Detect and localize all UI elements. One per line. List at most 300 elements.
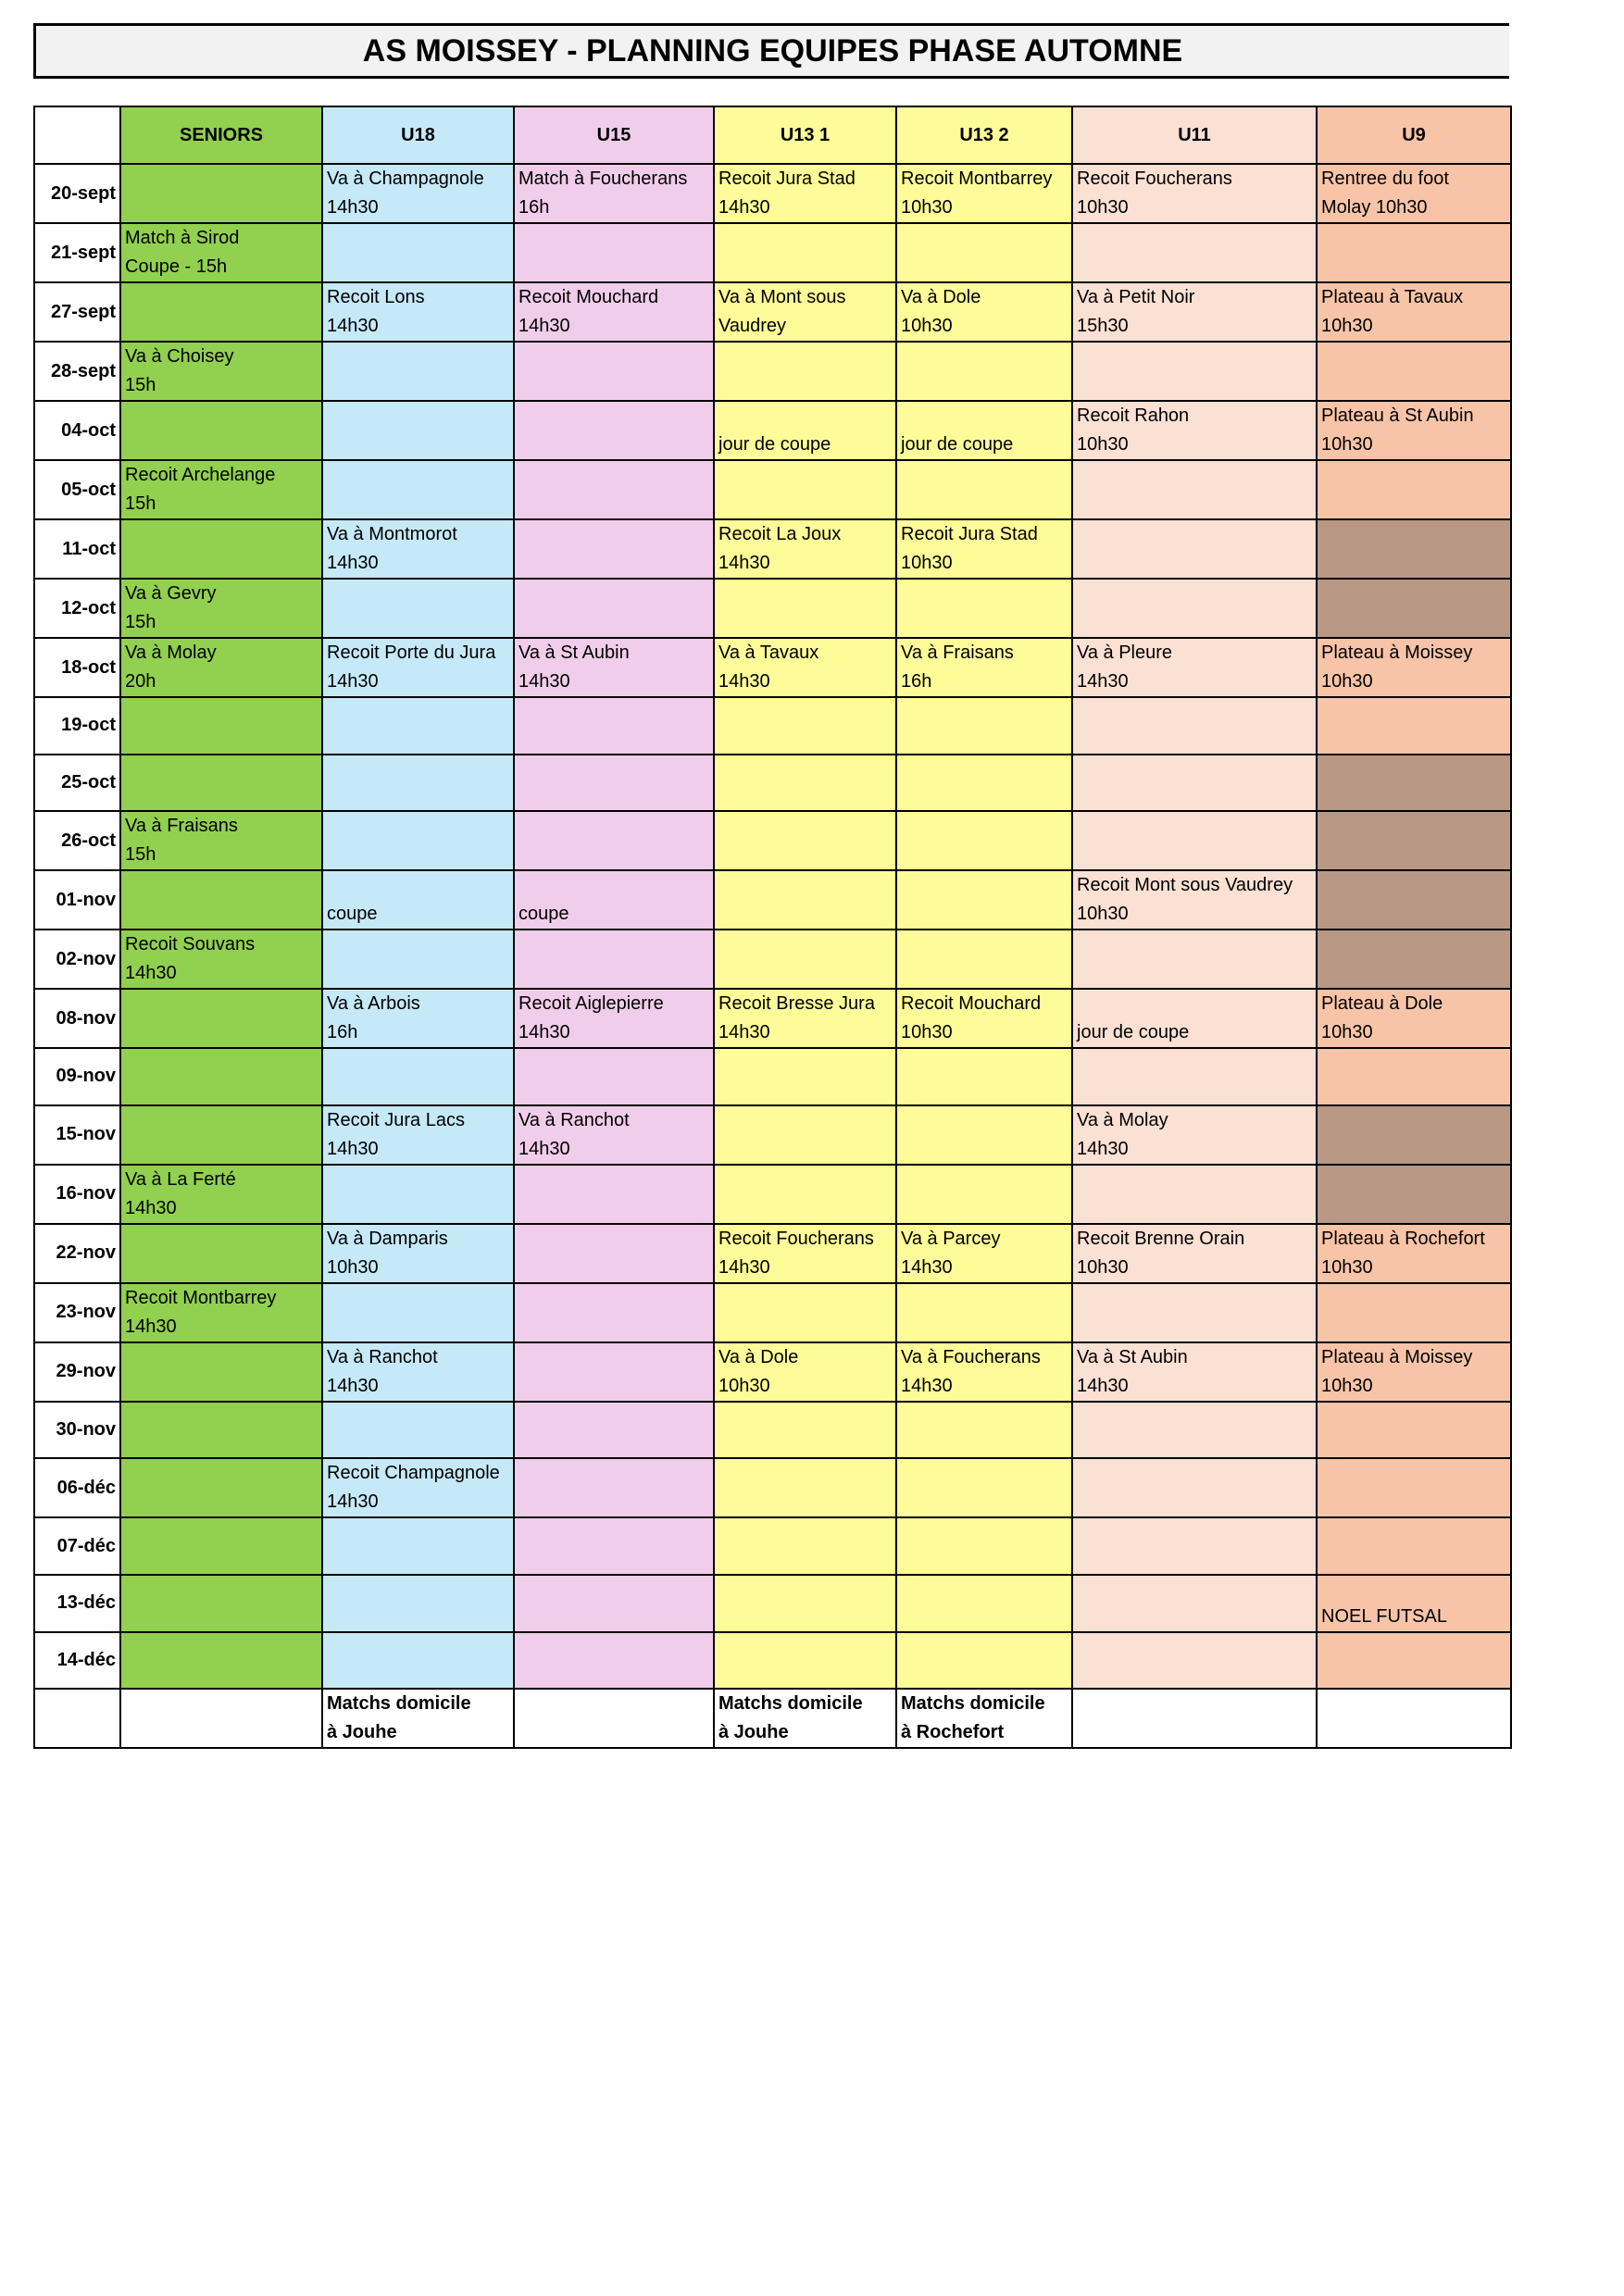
cell-u9 [1317,1224,1511,1283]
cell-text: 10h30 [1321,316,1373,336]
cell-text: Molay 10h30 [1321,197,1428,218]
cell-text: Recoit Rahon [1077,406,1190,426]
cell-u18 [322,1105,514,1165]
cell-seniors [120,930,322,989]
cell-text: NOEL FUTSAL [1321,1605,1447,1627]
cell-text: 14h30 [125,1197,177,1218]
cell-u132 [896,460,1072,519]
cell-u18 [322,870,514,930]
cell-text: 14h30 [901,1375,953,1396]
cell-text: 10h30 [1321,1256,1373,1278]
cell-u9 [1317,1632,1511,1690]
cell-u18 [322,811,514,870]
cell-text: Plateau à Tavaux [1321,287,1464,307]
cell-u11 [1072,930,1317,989]
header-u13-1: U13 1 [714,106,896,164]
cell-u11 [1072,342,1317,401]
cell-u132 [896,519,1072,579]
footer-note: Matchs domicile [718,1693,863,1715]
footer-note: Matchs domicile [901,1693,1045,1715]
footer-u18 [322,1689,514,1748]
cell-text: Recoit Bresse Jura [718,993,875,1015]
cell-text: Va à Fraisans [901,643,1014,663]
cell-u11 [1072,223,1317,282]
schedule-row [34,1048,1511,1105]
cell-u131 [714,1342,896,1402]
cell-text: 15h30 [1077,316,1129,336]
schedule-row [34,1575,1511,1632]
cell-u15 [514,1224,714,1283]
cell-u11 [1072,1402,1317,1459]
cell-u11 [1072,697,1317,755]
cell-text: 14h30 [327,553,379,573]
cell-seniors [120,1342,322,1402]
cell-seniors [120,1105,322,1165]
cell-u15 [514,989,714,1048]
cell-text: 16h [327,1022,358,1043]
cell-text: Recoit Aiglepierre [518,993,664,1015]
cell-u18 [322,1224,514,1283]
cell-text: Va à Damparis [327,1228,448,1249]
footer-u9 [1317,1689,1511,1748]
cell-text: Va à Molay [1077,1109,1168,1130]
footer-row [34,1689,1511,1748]
cell-text: Recoit Champagnole [327,1463,500,1484]
header-seniors: SENIORS [120,106,322,164]
cell-text: Va à St Aubin [1077,1346,1188,1367]
cell-seniors [120,870,322,930]
schedule-row [34,579,1511,638]
cell-u9 [1317,811,1511,870]
cell-text: 14h30 [718,197,770,218]
cell-u15 [514,460,714,519]
cell-u9 [1317,755,1511,812]
cell-seniors [120,1517,322,1575]
cell-text: Recoit Souvans [125,934,256,955]
cell-text: 10h30 [1321,671,1373,692]
cell-u132 [896,811,1072,870]
schedule-row [34,1632,1511,1690]
cell-u9 [1317,697,1511,755]
cell-text: Recoit Jura Stad [901,524,1038,544]
footer-u131 [714,1689,896,1748]
cell-u9 [1317,930,1511,989]
cell-text: Recoit Montbarrey [901,168,1053,189]
cell-u131 [714,870,896,930]
cell-text: 14h30 [125,1316,177,1337]
cell-text: Va à Molay [125,643,217,663]
date-cell: 30-nov [34,1402,120,1459]
cell-u131 [714,1283,896,1342]
cell-seniors [120,223,322,282]
cell-seniors [120,755,322,812]
cell-u9 [1317,282,1511,342]
cell-text: Va à Choisey [125,346,234,367]
cell-u132 [896,164,1072,223]
cell-u131 [714,282,896,342]
header-u11: U11 [1072,106,1317,164]
cell-u15 [514,579,714,638]
cell-u15 [514,401,714,460]
cell-text: 20h [125,671,156,692]
cell-u18 [322,755,514,812]
schedule-row [34,930,1511,989]
cell-u131 [714,519,896,579]
header-u9: U9 [1317,106,1511,164]
schedule-row [34,282,1511,342]
cell-text: Va à Parcey [901,1228,1001,1249]
cell-u9 [1317,1105,1511,1165]
date-cell: 22-nov [34,1224,120,1283]
cell-text: 10h30 [901,1022,953,1043]
cell-text: Recoit Porte du Jura [327,643,496,663]
cell-text: 14h30 [1077,671,1129,692]
cell-text: 10h30 [1321,434,1373,455]
cell-u9 [1317,519,1511,579]
cell-text: 10h30 [901,553,953,573]
cell-text: 14h30 [327,1138,379,1159]
schedule-row [34,1402,1511,1459]
cell-u11 [1072,755,1317,812]
cell-u18 [322,989,514,1048]
cell-u11 [1072,1342,1317,1402]
cell-seniors [120,519,322,579]
cell-seniors [120,1402,322,1459]
schedule-row [34,401,1511,460]
schedule-table-wrap [33,106,1512,1749]
cell-u132 [896,223,1072,282]
cell-u132 [896,930,1072,989]
cell-u132 [896,697,1072,755]
footer-u15 [514,1689,714,1748]
cell-text: Recoit Brenne Orain [1077,1228,1245,1249]
cell-text: 14h30 [518,1022,570,1043]
cell-u9 [1317,460,1511,519]
cell-text: Recoit Mouchard [518,287,659,307]
cell-text: 14h30 [327,316,379,336]
cell-text: 10h30 [1077,1256,1129,1278]
date-cell: 28-sept [34,342,120,401]
cell-u9 [1317,164,1511,223]
cell-u11 [1072,1165,1317,1224]
cell-seniors [120,1165,322,1224]
schedule-row [34,638,1511,697]
cell-u131 [714,811,896,870]
cell-u131 [714,223,896,282]
cell-u15 [514,870,714,930]
cell-seniors [120,989,322,1048]
cell-u11 [1072,1517,1317,1575]
date-cell: 27-sept [34,282,120,342]
cell-u15 [514,1632,714,1690]
date-cell: 11-oct [34,519,120,579]
cell-u131 [714,1402,896,1459]
date-cell: 12-oct [34,579,120,638]
cell-text: Recoit Foucherans [1077,168,1232,189]
cell-u15 [514,1458,714,1517]
cell-u131 [714,989,896,1048]
cell-u131 [714,1632,896,1690]
cell-text: 14h30 [125,963,177,984]
schedule-row [34,1283,1511,1342]
cell-text: Recoit Foucherans [718,1228,874,1249]
cell-u15 [514,342,714,401]
cell-text: Plateau à Moissey [1321,643,1473,663]
cell-seniors [120,460,322,519]
cell-u18 [322,579,514,638]
cell-u131 [714,342,896,401]
date-cell: 18-oct [34,638,120,697]
cell-text: Va à Pleure [1077,643,1173,663]
cell-text: 16h [518,197,550,218]
cell-text: 15h [125,375,156,395]
cell-text: 15h [125,612,156,632]
cell-text: 10h30 [1321,1022,1373,1043]
cell-u9 [1317,401,1511,460]
cell-text: 14h30 [901,1256,953,1278]
cell-u15 [514,223,714,282]
cell-text: Plateau à Dole [1321,993,1443,1015]
cell-text: 14h30 [1077,1375,1129,1396]
date-cell: 21-sept [34,223,120,282]
cell-text: Vaudrey [718,316,787,336]
date-cell: 04-oct [34,401,120,460]
cell-u131 [714,164,896,223]
schedule-row [34,223,1511,282]
schedule-row [34,1517,1511,1575]
date-cell: 07-déc [34,1517,120,1575]
cell-u11 [1072,1283,1317,1342]
cell-text: Va à Dole [718,1346,799,1367]
cell-u11 [1072,638,1317,697]
date-cell: 23-nov [34,1283,120,1342]
cell-text: Va à Dole [901,287,981,307]
cell-u9 [1317,1342,1511,1402]
cell-u131 [714,1224,896,1283]
cell-u18 [322,1517,514,1575]
header-row [34,106,1511,164]
cell-text: Va à St Aubin [518,643,630,663]
cell-text: coupe [327,904,378,925]
cell-u11 [1072,1458,1317,1517]
schedule-row [34,1165,1511,1224]
cell-u11 [1072,1575,1317,1632]
schedule-row [34,1224,1511,1283]
cell-u9 [1317,989,1511,1048]
schedule-row [34,1105,1511,1165]
cell-u131 [714,638,896,697]
cell-u15 [514,1165,714,1224]
footer-note: Matchs domicile [327,1693,471,1715]
cell-text: 14h30 [718,671,770,692]
cell-text: Recoit Lons [327,287,425,307]
cell-u132 [896,870,1072,930]
cell-text: Plateau à Moissey [1321,1346,1473,1367]
header-u13-2: U13 2 [896,106,1072,164]
cell-u131 [714,1458,896,1517]
cell-text: Recoit Mont sous Vaudrey [1077,875,1293,896]
date-cell: 01-nov [34,870,120,930]
cell-u132 [896,989,1072,1048]
cell-u18 [322,1048,514,1105]
cell-u15 [514,282,714,342]
cell-text: Va à Ranchot [518,1109,630,1130]
cell-u15 [514,930,714,989]
date-cell: 29-nov [34,1342,120,1402]
date-cell: 13-déc [34,1575,120,1632]
cell-text: jour de coupe [901,434,1014,455]
cell-u18 [322,1283,514,1342]
cell-u132 [896,282,1072,342]
cell-text: Va à Fraisans [125,816,238,837]
header-u18: U18 [322,106,514,164]
cell-text: 14h30 [518,316,570,336]
cell-u11 [1072,1048,1317,1105]
cell-text: Va à Tavaux [718,643,819,663]
cell-u18 [322,223,514,282]
cell-text: Recoit Jura Lacs [327,1109,465,1130]
cell-text: Va à Foucherans [901,1346,1041,1367]
cell-u131 [714,697,896,755]
cell-u132 [896,755,1072,812]
cell-text: Va à Arbois [327,993,420,1015]
cell-text: 14h30 [518,1138,570,1159]
cell-text: Va à Montmorot [327,524,457,544]
cell-text: 15h [125,493,156,514]
cell-text: jour de coupe [1077,1022,1190,1043]
cell-seniors [120,1283,322,1342]
cell-seniors [120,1048,322,1105]
cell-text: Va à Mont sous [718,287,846,307]
cell-text: Recoit La Joux [718,524,842,544]
cell-u132 [896,579,1072,638]
cell-u9 [1317,1283,1511,1342]
schedule-row [34,989,1511,1048]
cell-u131 [714,460,896,519]
cell-u18 [322,1458,514,1517]
cell-seniors [120,579,322,638]
cell-u132 [896,1165,1072,1224]
cell-u131 [714,1575,896,1632]
cell-text: Va à Champagnole [327,168,484,189]
cell-text: 16h [901,671,932,692]
cell-u131 [714,930,896,989]
cell-u18 [322,638,514,697]
cell-u131 [714,401,896,460]
cell-u132 [896,1575,1072,1632]
cell-text: 14h30 [327,1375,379,1396]
date-cell: 26-oct [34,811,120,870]
footer-corner [34,1689,120,1748]
cell-text: Va à Gevry [125,583,217,604]
date-cell: 06-déc [34,1458,120,1517]
cell-text: Match à Sirod [125,228,240,248]
cell-u15 [514,811,714,870]
page-title: AS MOISSEY - PLANNING EQUIPES PHASE AUTOMNE [33,23,1509,79]
cell-u18 [322,930,514,989]
schedule-row [34,519,1511,579]
cell-u131 [714,1048,896,1105]
cell-u132 [896,1283,1072,1342]
cell-text: 10h30 [718,1375,770,1396]
cell-text: 14h30 [327,671,379,692]
header-u15: U15 [514,106,714,164]
cell-text: 14h30 [718,1256,770,1278]
cell-u18 [322,342,514,401]
cell-text: 14h30 [718,1022,770,1043]
cell-u11 [1072,519,1317,579]
cell-u9 [1317,1575,1511,1632]
cell-u132 [896,401,1072,460]
schedule-row [34,1458,1511,1517]
cell-u15 [514,1048,714,1105]
cell-u132 [896,1517,1072,1575]
cell-text: Recoit Mouchard [901,993,1042,1015]
date-cell: 09-nov [34,1048,120,1105]
cell-u18 [322,697,514,755]
date-cell: 08-nov [34,989,120,1048]
cell-u18 [322,1402,514,1459]
cell-text: 10h30 [327,1256,379,1278]
schedule-row [34,697,1511,755]
cell-u11 [1072,870,1317,930]
schedule-row [34,164,1511,223]
cell-text: Coupe - 15h [125,256,228,277]
cell-u18 [322,519,514,579]
cell-text: coupe [518,904,569,925]
cell-seniors [120,1458,322,1517]
cell-u131 [714,579,896,638]
cell-text: Recoit Jura Stad [718,168,856,189]
cell-u131 [714,1517,896,1575]
cell-seniors [120,401,322,460]
cell-u15 [514,697,714,755]
cell-u11 [1072,811,1317,870]
cell-u9 [1317,223,1511,282]
cell-u15 [514,164,714,223]
date-cell: 05-oct [34,460,120,519]
cell-text: jour de coupe [718,434,831,455]
cell-text: Va à Ranchot [327,1346,438,1367]
cell-u132 [896,1048,1072,1105]
cell-u15 [514,638,714,697]
schedule-row [34,755,1511,812]
cell-u18 [322,1632,514,1690]
schedule-row [34,460,1511,519]
cell-text: Rentree du foot [1321,168,1449,189]
cell-u18 [322,1575,514,1632]
cell-u9 [1317,1517,1511,1575]
schedule-table [33,106,1512,1749]
cell-seniors [120,282,322,342]
cell-seniors [120,638,322,697]
cell-u131 [714,1105,896,1165]
cell-seniors [120,1632,322,1690]
cell-u18 [322,1165,514,1224]
cell-seniors [120,697,322,755]
cell-u15 [514,519,714,579]
cell-u132 [896,1632,1072,1690]
footer-u132 [896,1689,1072,1748]
schedule-row [34,1342,1511,1402]
cell-text: 10h30 [901,197,953,218]
cell-u9 [1317,1048,1511,1105]
cell-u132 [896,638,1072,697]
cell-u11 [1072,989,1317,1048]
cell-u11 [1072,1224,1317,1283]
cell-text: 10h30 [1077,197,1129,218]
cell-text: Recoit Archelange [125,465,276,485]
